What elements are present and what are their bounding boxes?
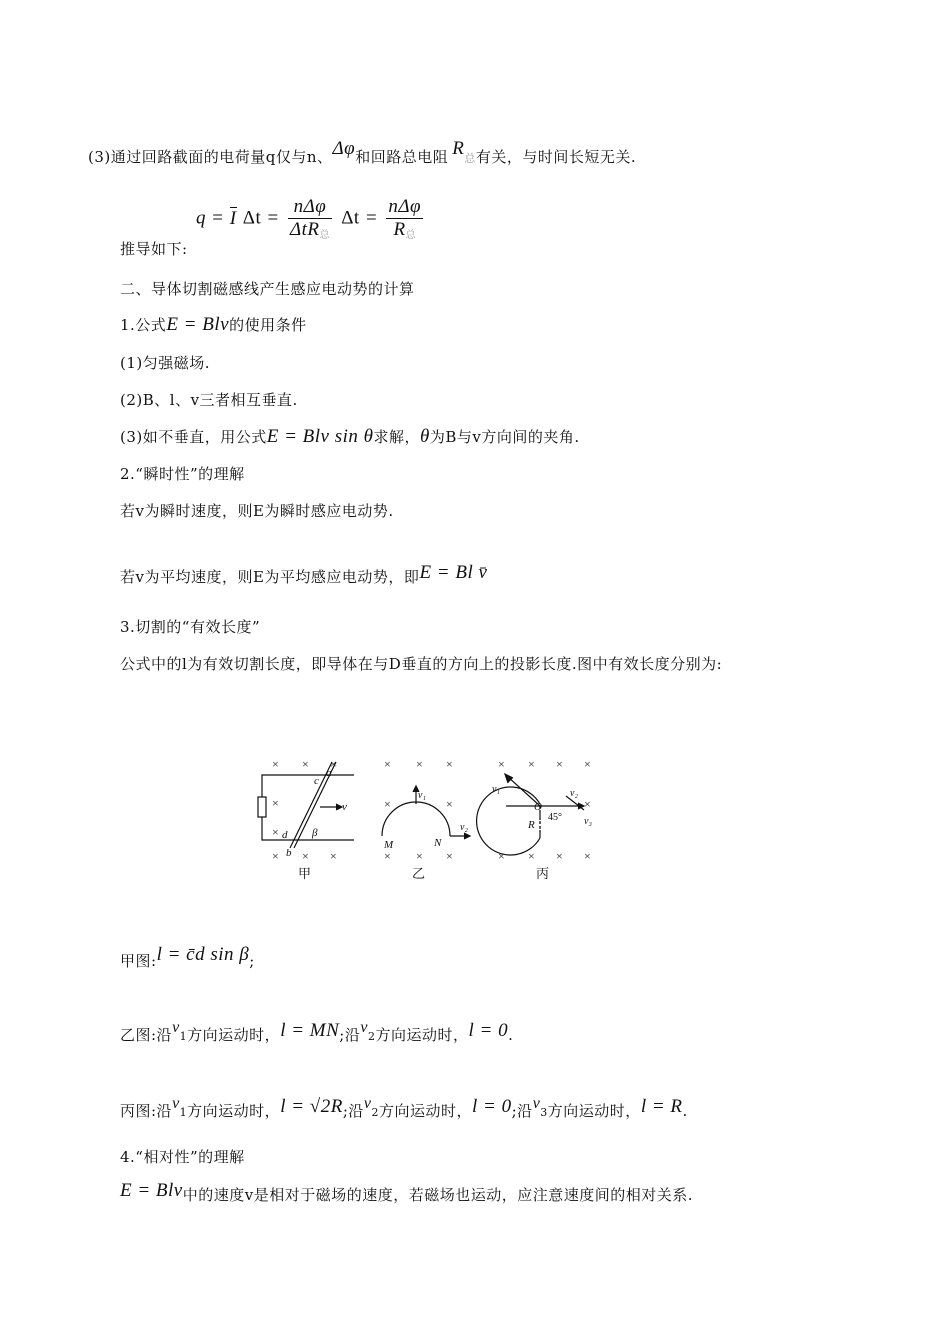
jia-cross-8: ×	[330, 849, 337, 863]
bing-v2-sub: 2	[371, 1106, 379, 1119]
item-4: 4.“相对性”的理解	[120, 1148, 245, 1166]
jia-cross-4: ×	[272, 796, 279, 810]
fraction-2	[386, 196, 423, 241]
yi-v1-sub: 1	[179, 1030, 188, 1043]
average-text	[120, 562, 488, 588]
jia-cross-6: ×	[272, 849, 279, 863]
yi-cross-5: ×	[446, 797, 453, 811]
bing-label-v1: v₁	[492, 784, 500, 795]
yi-cross-6: ×	[384, 849, 391, 863]
bing-cross-5: ×	[584, 797, 591, 811]
jia-suffix: ;	[249, 952, 255, 970]
jia-name: 甲	[298, 866, 312, 881]
delta-phi-symbol: Δφ	[332, 138, 356, 159]
jia-formula-line	[120, 944, 255, 972]
jia-cross-1: ×	[272, 757, 279, 771]
item-1	[120, 314, 307, 336]
bing-name: 丙	[536, 866, 550, 881]
figure-yi-crosses	[383, 757, 468, 881]
bing-prefix: 丙图:沿	[120, 1102, 173, 1120]
bing-label-angle: 45°	[548, 812, 562, 823]
yi-mid1: 方向运动时，	[187, 1026, 281, 1044]
fraction-2-den-sub: 总	[405, 230, 417, 241]
jia-label-beta: β	[312, 827, 318, 839]
bing-label-v3: v₃	[584, 816, 592, 827]
bing-label-v2: v₂	[570, 788, 578, 799]
charge-text-suffix: 有关，与时间长短无关.	[475, 148, 637, 166]
bing-cross-7: ×	[528, 849, 535, 863]
bing-formula-line	[120, 1095, 688, 1122]
cutting-figure	[250, 752, 610, 892]
bing-v3-sub: 3	[540, 1106, 548, 1119]
bing-cross-2: ×	[528, 757, 535, 771]
fraction-1	[288, 196, 332, 241]
bing-mid5: 方向运动时，	[547, 1102, 641, 1120]
yi-name: 乙	[412, 866, 426, 881]
bing-suffix: .	[682, 1102, 688, 1120]
item-3: 3.切割的“有效长度”	[120, 618, 261, 636]
bing-v1-sub: 1	[179, 1106, 188, 1119]
charge-text-mid: 和回路总电阻	[355, 148, 449, 166]
fraction-1-numerator: nΔφ	[288, 196, 332, 219]
derivation-formula	[196, 196, 426, 241]
yi-label-m: M	[384, 839, 394, 851]
jia-prefix: 甲图:	[120, 952, 157, 970]
formula-l-sqrt2r: l = √2R	[280, 1096, 343, 1117]
bing-v2: v	[363, 1095, 372, 1112]
charge-statement	[88, 138, 637, 168]
condition-1: (1)匀强磁场.	[120, 354, 211, 372]
yi-formula-line	[120, 1019, 514, 1046]
item-1-prefix: 1.公式	[120, 316, 167, 334]
fraction-2-numerator: nΔφ	[388, 196, 422, 217]
jia-label-c: c	[314, 775, 319, 787]
bing-label-o: O	[534, 801, 542, 813]
formula-eq-2: =	[267, 207, 279, 229]
formula-e-bl-vbar: E = Bl v̄	[419, 562, 488, 583]
formula-l-r: l = R	[640, 1096, 683, 1117]
jia-cross-3: ×	[330, 757, 337, 771]
bing-mid3: 方向运动时，	[379, 1102, 473, 1120]
bing-cross-8: ×	[556, 849, 563, 863]
yi-v2: v	[360, 1019, 368, 1036]
condition-2: (2)B、l、v三者相互垂直.	[120, 391, 298, 409]
condition-3-prefix: (3)如不垂直，用公式	[120, 428, 267, 446]
effective-length-text: 公式中的l为有效切割长度，即导体在与D垂直的方向上的投影长度.图中有效长度分别为:	[120, 655, 723, 673]
yi-label-v2: v₂	[460, 822, 468, 833]
derivation-label: 推导如下:	[120, 240, 188, 258]
yi-label-v1: v₁	[418, 790, 426, 801]
yi-cross-4: ×	[384, 797, 391, 811]
yi-cross-2: ×	[416, 757, 423, 771]
condition-3-suffix: 为B与v方向间的夹角.	[429, 428, 580, 446]
r-total-subscript: 总	[464, 152, 476, 165]
item-1-suffix: 的使用条件	[229, 316, 307, 334]
formula-e-blv-sin: E = Blv sin θ	[266, 426, 374, 447]
bing-v3: v	[532, 1095, 541, 1112]
fraction-1-den-sub: 总	[319, 230, 330, 241]
charge-text-prefix: (3)通过回路截面的电荷量q仅与n、	[88, 148, 333, 166]
formula-dt-1: Δt	[242, 207, 262, 229]
bing-cross-1: ×	[498, 757, 505, 771]
jia-cross-2: ×	[302, 757, 309, 771]
relative-text	[120, 1180, 693, 1206]
yi-cross-1: ×	[384, 757, 391, 771]
condition-3	[120, 426, 580, 448]
theta-symbol: θ	[420, 426, 430, 447]
yi-v1: v	[172, 1019, 180, 1036]
r-total-symbol: R	[452, 138, 465, 159]
formula-e-blv-relative: E = Blv	[120, 1180, 183, 1201]
bing-cross-3: ×	[556, 757, 563, 771]
yi-mid3: 方向运动时，	[375, 1026, 469, 1044]
average-prefix: 若v为平均速度，则E为平均感应电动势，即	[120, 568, 420, 586]
yi-cross-8: ×	[446, 849, 453, 863]
section-heading-2: 二、导体切割磁感线产生感应电动势的计算	[120, 280, 415, 298]
bing-mid2: ;沿	[342, 1102, 364, 1120]
formula-l-zero-yi: l = 0	[468, 1020, 509, 1041]
yi-mid2: ;沿	[339, 1026, 361, 1044]
formula-l-zero-bing: l = 0	[472, 1096, 512, 1117]
bing-mid4: ;沿	[511, 1102, 533, 1120]
bing-cross-4: ×	[584, 757, 591, 771]
jia-label-v: v	[342, 801, 347, 813]
yi-label-n: N	[434, 837, 442, 849]
item-2: 2.“瞬时性”的理解	[120, 465, 245, 483]
jia-label-d: d	[282, 829, 288, 841]
formula-i-bar: I	[229, 207, 237, 229]
formula-eq-3: =	[365, 207, 378, 229]
jia-label-b: b	[286, 847, 292, 859]
bing-v1: v	[172, 1095, 180, 1112]
bing-cross-6: ×	[498, 849, 505, 863]
figure-yi	[382, 786, 470, 839]
bing-label-r: R	[528, 819, 535, 831]
formula-q: q	[196, 207, 206, 229]
formula-l-mn: l = MN	[280, 1020, 340, 1041]
formula-dt-2: Δt	[341, 207, 360, 229]
formula-l-cd-sin: l = c̄d sin β	[156, 944, 250, 965]
relative-suffix: 中的速度v是相对于磁场的速度，若磁场也运动，应注意速度间的相对关系.	[182, 1186, 693, 1204]
fraction-1-denominator: ΔtR	[289, 219, 320, 240]
jia-cross-5: ×	[272, 825, 279, 839]
jia-label-a: a	[326, 767, 332, 779]
yi-v2-sub: 2	[367, 1030, 376, 1043]
yi-prefix: 乙图:沿	[120, 1026, 173, 1044]
fraction-2-denominator: R	[393, 219, 406, 240]
formula-e-blv: E = Blv	[166, 314, 230, 335]
bing-cross-9: ×	[584, 849, 591, 863]
instant-text: 若v为瞬时速度，则E为瞬时感应电动势.	[120, 502, 394, 520]
formula-eq-1: =	[212, 207, 224, 229]
yi-suffix: .	[508, 1026, 514, 1044]
bing-mid1: 方向运动时，	[187, 1102, 281, 1120]
yi-cross-3: ×	[446, 757, 453, 771]
jia-cross-7: ×	[302, 849, 309, 863]
condition-3-mid: 求解，	[373, 428, 421, 446]
yi-cross-7: ×	[416, 849, 423, 863]
